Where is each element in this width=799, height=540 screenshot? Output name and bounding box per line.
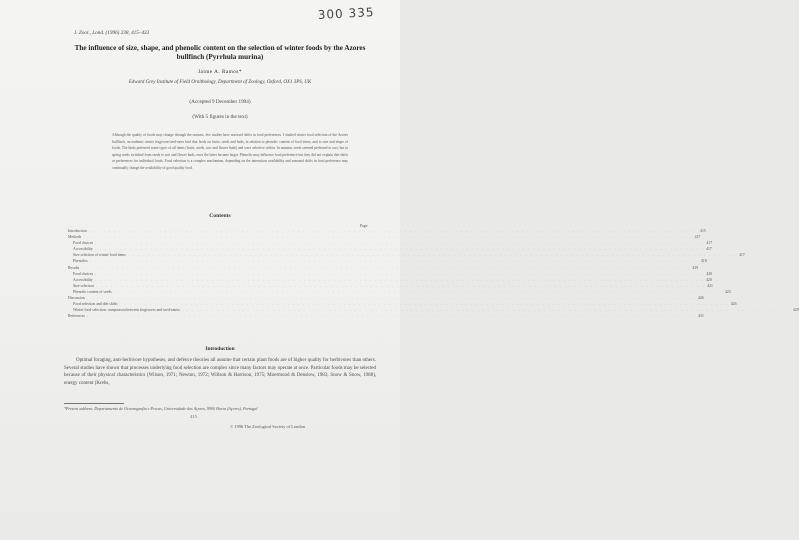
toc-entry-title: Food choices — [73, 241, 94, 246]
toc-entry-page: 417 — [694, 235, 701, 240]
toc-entry-title: Accessibility — [73, 247, 93, 252]
copyright-notice: © 1996 The Zoological Society of London — [230, 424, 305, 429]
contents-page-label: Page — [360, 224, 368, 228]
article-title: The influence of size, shape, and phenolic content on the selection of winter foods by the Azores bullfinch (Pyrrhula murina) — [74, 44, 366, 61]
toc-entry-title: Size selection of winter food items — [73, 253, 126, 258]
toc-entry-title: Accessibility — [73, 277, 93, 282]
toc-entry-title: Phenolics — [73, 259, 88, 264]
toc-leader-dots: . . . . . . . . . . . . . . . . . . . . . . . . . . . . . . . . . . . . . . . . . . . . . . . . . . . . . . . . . . . . . . . . . . . . . . . . . . . . . . . . . . . . . . . . . . . . . . . . . . . . . . . . . . . . . . . . . . . . . . . . — [95, 241, 705, 246]
toc-leader-dots: . . . . . . . . . . . . . . . . . . . . . . . . . . . . . . . . . . . . . . . . . . . . . . . . . . . . . . . . . . . . . . . . . . . . . . . . . . . . . . . . . . . . . . . . . . . . . . . . . . . . . . . . . . . . . . . . . . . . . . . . — [86, 314, 697, 319]
toc-entry-page: 431 — [698, 314, 704, 319]
author-affiliation: Edward Grey Institute of Field Ornithology, Department of Zoology, Oxford, OX1 3PS, UK — [128, 80, 312, 85]
table-of-contents — [68, 229, 799, 320]
toc-leader-dots: . . . . . . . . . . . . . . . . . . . . . . . . . . . . . . . . . . . . . . . . . . . . . . . . . . . . . . . . . . . . . . . . . . . . . . . . . . . . . . . . . . . . . . . . . . . . . . . . . . . . . . . . . . . . . . . . . . . . . . . . — [113, 289, 723, 294]
contents-heading: Contents — [209, 213, 231, 219]
toc-entry-title: Results — [68, 265, 80, 270]
toc-leader-dots: . . . . . . . . . . . . . . . . . . . . . . . . . . . . . . . . . . . . . . . . . . . . . . . . . . . . . . . . . . . . . . . . . . . . . . . . . . . . . . . . . . . . . . . . . . . . . . . . . . . . . . . . . . . . . . . . . . . . . . . . — [95, 283, 706, 288]
toc-leader-dots: . . . . . . . . . . . . . . . . . . . . . . . . . . . . . . . . . . . . . . . . . . . . . . . . . . . . . . . . . . . . . . . . . . . . . . . . . . . . . . . . . . . . . . . . . . . . . . . . . . . . . . . . . . . . . . . . . . . . . . . . — [83, 235, 693, 240]
toc-entry-title: Discussion — [68, 296, 85, 301]
toc-leader-dots: . . . . . . . . . . . . . . . . . . . . . . . . . . . . . . . . . . . . . . . . . . . . . . . . . . . . . . . . . . . . . . . . . . . . . . . . . . . . . . . . . . . . . . . . . . . . . . . . . . . . . . . . . . . . . . . . . . . . . . . . — [86, 296, 696, 301]
toc-entry-page: 417 — [706, 241, 713, 246]
toc-entry-title: Introduction — [68, 229, 87, 233]
toc-leader-dots: . . . . . . . . . . . . . . . . . . . . . . . . . . . . . . . . . . . . . . . . . . . . . . . . . . . . . . . . . . . . . . . . . . . . . . . . . . . . . . . . . . . . . . . . . . . . . . . . . . . . . . . . . . . . . . . . . . . . . . . . — [94, 277, 705, 282]
toc-leader-dots: . . . . . . . . . . . . . . . . . . . . . . . . . . . . . . . . . . . . . . . . . . . . . . . . . . . . . . . . . . . . . . . . . . . . . . . . . . . . . . . . . . . . . . . . . . . . . . . . . . . . . . . . . . . . . . . . . . . . . . . . — [81, 265, 691, 270]
toc-entry-title: Food choices — [73, 271, 94, 276]
toc-entry-page: 420 — [706, 271, 713, 276]
toc-leader-dots: . . . . . . . . . . . . . . . . . . . . . . . . . . . . . . . . . . . . . . . . . . . . . . . . . . . . . . . . . . . . . . . . . . . . . . . . . . . . . . . . . . . . . . . . . . . . . . . . . . . . . . . . . . . . . . . . . . . . . . . . — [119, 302, 729, 307]
toc-leader-dots: . . . . . . . . . . . . . . . . . . . . . . . . . . . . . . . . . . . . . . . . . . . . . . . . . . . . . . . . . . . . . . . . . . . . . . . . . . . . . . . . . . . . . . . . . . . . . . . . . . . . . . . . . . . . . . . . . . . . . . . . — [127, 253, 738, 258]
toc-leader-dots: . . . . . . . . . . . . . . . . . . . . . . . . . . . . . . . . . . . . . . . . . . . . . . . . . . . . . . . . . . . . . . . . . . . . . . . . . . . . . . . . . . . . . . . . . . . . . . . . . . . . . . . . . . . . . . . . . . . . . . . . — [89, 259, 700, 264]
toc-entry-title: Size selection — [73, 283, 94, 288]
toc-entry-title: Food selection and diet shifts — [73, 302, 118, 307]
toc-entry-page: 426 — [697, 296, 704, 301]
handwritten-note: 300 335 — [317, 5, 375, 22]
author-name: Jaime A. Ramos* — [198, 69, 242, 75]
toc-entry-page: 420 — [706, 277, 712, 282]
toc-entry-page: 418 — [701, 259, 707, 264]
abstract-text: Although the quality of foods may change through the seasons, few studies have assessed shifts in food preferences. I studied winter food selection of the Azores bullfinch, an endemic winter frugivore/seed-eater bird that feeds on fruits, seeds and buds, in relation to phenolic content of food items, and to size and shape of foods. The birds preferred some types of all items (fruits, seeds, sori and flower buds) and were selective within. In autumn, seeds seemed preferred to sori, but in spring seeds switched from seeds to sori and flower buds, once the latter became larger. Phenolic may influence food preference but they did not explain diet shifts or preferences for individual foods. Food selection is a complex mechanism, depending on the interaction availability and seasonal shifts in food preference may continually change the availability of good quality food. — [112, 133, 348, 170]
toc-entry-page: 429 — [793, 308, 799, 313]
footnote: *Present address: Departamento de Oceanografia e Pescas, Universidade dos Açores, 9900 Horta (Açores), Portugal — [64, 406, 258, 411]
page-number: 415 — [190, 414, 197, 419]
footnote-divider — [64, 403, 124, 404]
section-heading: Introduction — [205, 346, 235, 352]
journal-reference: J. Zool., Lond. (1996) 238, 415–433 — [74, 30, 150, 36]
toc-leader-dots: . . . . . . . . . . . . . . . . . . . . . . . . . . . . . . . . . . . . . . . . . . . . . . . . . . . . . . . . . . . . . . . . . . . . . . . . . . . . . . . . . . . . . . . . . . . . . . . . . . . . . . . . . . . . . . . . . . . . . . . . — [94, 247, 705, 252]
toc-entry-page: 423 — [724, 289, 731, 294]
accepted-date: (Accepted 9 December 1994) — [189, 99, 251, 105]
toc-entry-page: 421 — [707, 283, 713, 288]
toc-entry-title: Methods — [68, 235, 82, 240]
toc-entry-title: References — [68, 314, 85, 319]
toc-leader-dots: . . . . . . . . . . . . . . . . . . . . . . . . . . . . . . . . . . . . . . . . . . . . . . . . . . . . . . . . . . . . . . . . . . . . . . . . . . . . . . . . . . . . . . . . . . . . . . . . . . . . . . . . . . . . . . . . . . . . . . . . — [88, 229, 699, 233]
toc-entry-title: Winter food selection: comparison between frugivores and seed-eaters — [73, 308, 180, 313]
toc-entry-page: 419 — [692, 265, 699, 270]
toc-leader-dots: . . . . . . . . . . . . . . . . . . . . . . . . . . . . . . . . . . . . . . . . . . . . . . . . . . . . . . . . . . . . . . . . . . . . . . . . . . . . . . . . . . . . . . . . . . . . . . . . . . . . . . . . . . . . . . . . . . . . . . . . — [95, 271, 705, 276]
toc-entry-page: 415 — [700, 229, 706, 233]
toc-leader-dots: . . . . . . . . . . . . . . . . . . . . . . . . . . . . . . . . . . . . . . . . . . . . . . . . . . . . . . . . . . . . . . . . . . . . . . . . . . . . . . . . . . . . . . . . . . . . . . . . . . . . . . . . . . . . . . . . . . . . . . . . — [181, 308, 792, 313]
figure-count: (With 5 figures in the text) — [192, 114, 248, 120]
toc-entry-page: 417 — [706, 247, 712, 252]
toc-entry-page: 417 — [739, 253, 745, 258]
introduction-text: Optimal foraging, anti-herbivore hypotheses, and defence theories all assume that certain plant foods are of higher quality for herbivores than others. Several studies have shown that processes underlying food selection are complex since many factors may operate at once. Particular foods may be selected because of their physical characteristics (Wilson, 1971; Newton, 1972; Willson & Harrison, 1975; Moermond & Denslow, 1983; Snow & Snow, 1988), energy content (Krebs, — [64, 358, 376, 386]
toc-entry — [68, 314, 704, 320]
toc-entry-page: 426 — [730, 302, 737, 307]
toc-entry-title: Phenolic content of seeds — [73, 289, 112, 294]
